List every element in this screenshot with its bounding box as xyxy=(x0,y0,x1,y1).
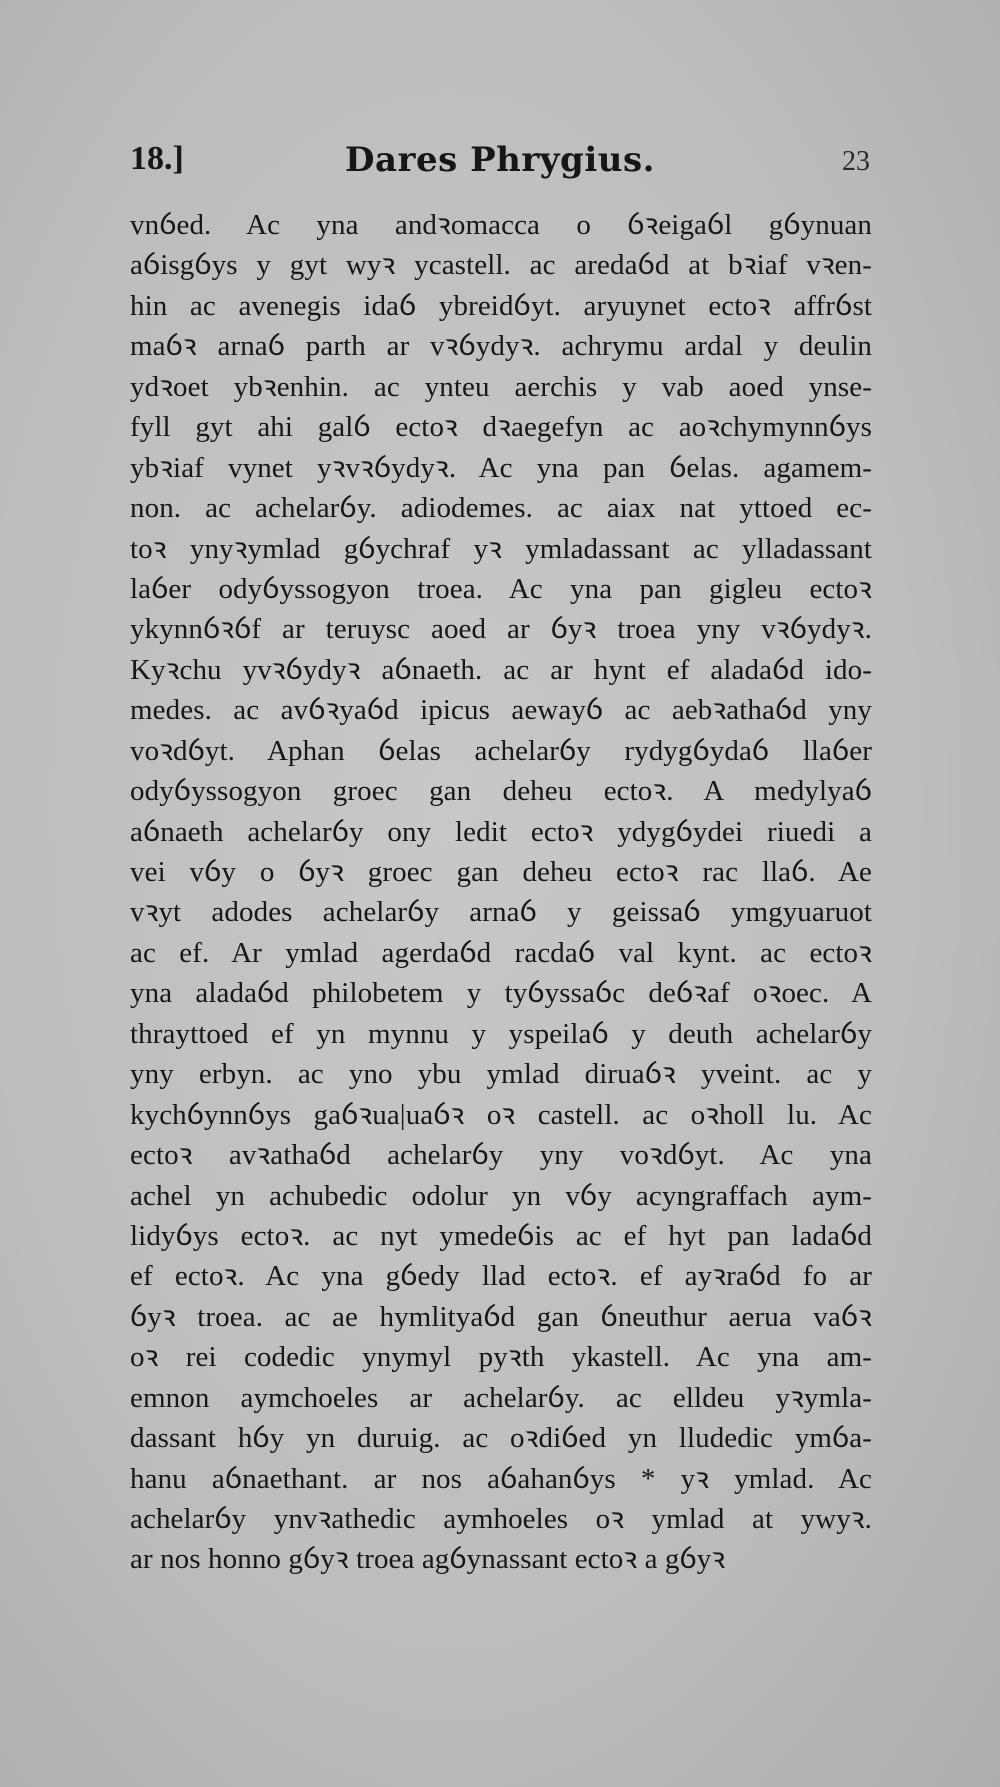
text-line: dassant hỽy yn duruig. ac oꝛdiỽed yn lludedic ymỽa- xyxy=(130,1422,872,1455)
text-line: ykynnỽꝛỽf ar teruysc aoed ar ỽyꝛ troea yny vꝛỽydyꝛ. xyxy=(130,613,872,646)
running-title: Dares Phrygius. xyxy=(345,140,655,180)
text-line: aỽisgỽys y gyt wyꝛ ycastell. ac aredaỽd at bꝛiaf vꝛen- xyxy=(130,249,872,282)
text-line: ybꝛiaf vynet yꝛvꝛỽydyꝛ. Ac yna pan ỽelas. agamem- xyxy=(130,451,872,484)
text-line: ef ectoꝛ. Ac yna gỽedy llad ectoꝛ. ef ayꝛraỽd fo ar xyxy=(130,1260,872,1293)
text-line: lidyỽys ectoꝛ. ac nyt ymedeỽis ac ef hyt pan ladaỽd xyxy=(130,1219,872,1252)
text-line: achel yn achubedic odolur yn vỽy acyngraffach aym- xyxy=(130,1179,872,1212)
text-line: thrayttoed ef yn mynnu y yspeilaỽ y deuth achelarỽy xyxy=(130,1017,872,1050)
text-line: ectoꝛ avꝛathaỽd achelarỽy yny voꝛdỽyt. Ac yna xyxy=(130,1139,872,1172)
running-header xyxy=(130,140,870,190)
text-line: voꝛdỽyt. Aphan ỽelas achelarỽy rydygỽydaỽ llaỽer xyxy=(130,734,872,767)
text-line: achelarỽy ynvꝛathedic aymhoeles oꝛ ymlad at ywyꝛ. xyxy=(130,1503,872,1535)
text-line: non. ac achelarỽy. adiodemes. ac aiax nat yttoed ec- xyxy=(130,492,872,525)
text-line: vꝛyt adodes achelarỽy arnaỽ y geissaỽ ymgyuaruot xyxy=(130,896,872,929)
text-line: oꝛ rei codedic ynymyl pyꝛth ykastell. Ac yna am- xyxy=(130,1341,872,1374)
body-text xyxy=(130,205,872,1580)
text-line: kychỽynnỽys gaỽꝛua|uaỽꝛ oꝛ castell. ac oꝛholl lu. Ac xyxy=(130,1098,872,1131)
text-line: laỽer odyỽyssogyon troea. Ac yna pan gigleu ectoꝛ xyxy=(130,572,872,605)
text-line: toꝛ ynyꝛymlad gỽychraf yꝛ ymladassant ac ylladassant xyxy=(130,532,872,565)
text-line: ydꝛoet ybꝛenhin. ac ynteu aerchis y vab aoed ynse- xyxy=(130,370,872,403)
text-line: yna aladaỽd philobetem y tyỽyssaỽc deỽꝛaf oꝛoec. A xyxy=(130,977,872,1010)
page-number: 23 xyxy=(842,146,870,177)
section-marker: 18.] xyxy=(130,140,184,177)
text-line: hin ac avenegis idaỽ ybreidỽyt. aryuynet ectoꝛ affrỽst xyxy=(130,289,872,322)
text-line: hanu aỽnaethant. ar nos aỽahanỽys * yꝛ ymlad. Ac xyxy=(130,1462,872,1495)
text-line: ar nos honno gỽyꝛ troea agỽynassant ectoꝛ a gỽyꝛ xyxy=(130,1543,726,1576)
text-line: emnon aymchoeles ar achelarỽy. ac elldeu yꝛymla- xyxy=(130,1381,872,1414)
text-line: medes. ac avỽꝛyaỽd ipicus aewayỽ ac aebꝛathaỽd yny xyxy=(130,694,872,727)
text-line: maỽꝛ arnaỽ parth ar vꝛỽydyꝛ. achrymu ardal y deulin xyxy=(130,330,872,363)
text-line: vnỽed. Ac yna andꝛomacca o ỽꝛeigaỽl gỽynuan xyxy=(130,209,872,241)
text-line: Kyꝛchu yvꝛỽydyꝛ aỽnaeth. ac ar hynt ef aladaỽd ido- xyxy=(130,653,872,686)
text-line: vei vỽy o ỽyꝛ groec gan deheu ectoꝛ rac llaỽ. Ae xyxy=(130,856,872,888)
text-line: fyll gyt ahi galỽ ectoꝛ dꝛaegefyn ac aoꝛchymynnỽys xyxy=(130,411,872,444)
text-line: aỽnaeth achelarỽy ony ledit ectoꝛ ydygỽydei riuedi a xyxy=(130,815,872,848)
text-line: ac ef. Ar ymlad agerdaỽd racdaỽ val kynt. ac ectoꝛ xyxy=(130,936,872,969)
text-line: yny erbyn. ac yno ybu ymlad diruaỽꝛ yveint. ac y xyxy=(130,1058,872,1091)
text-line: ỽyꝛ troea. ac ae hymlityaỽd gan ỽneuthur aerua vaỽꝛ xyxy=(130,1300,872,1333)
text-line: odyỽyssogyon groec gan deheu ectoꝛ. A medylyaỽ xyxy=(130,775,872,808)
